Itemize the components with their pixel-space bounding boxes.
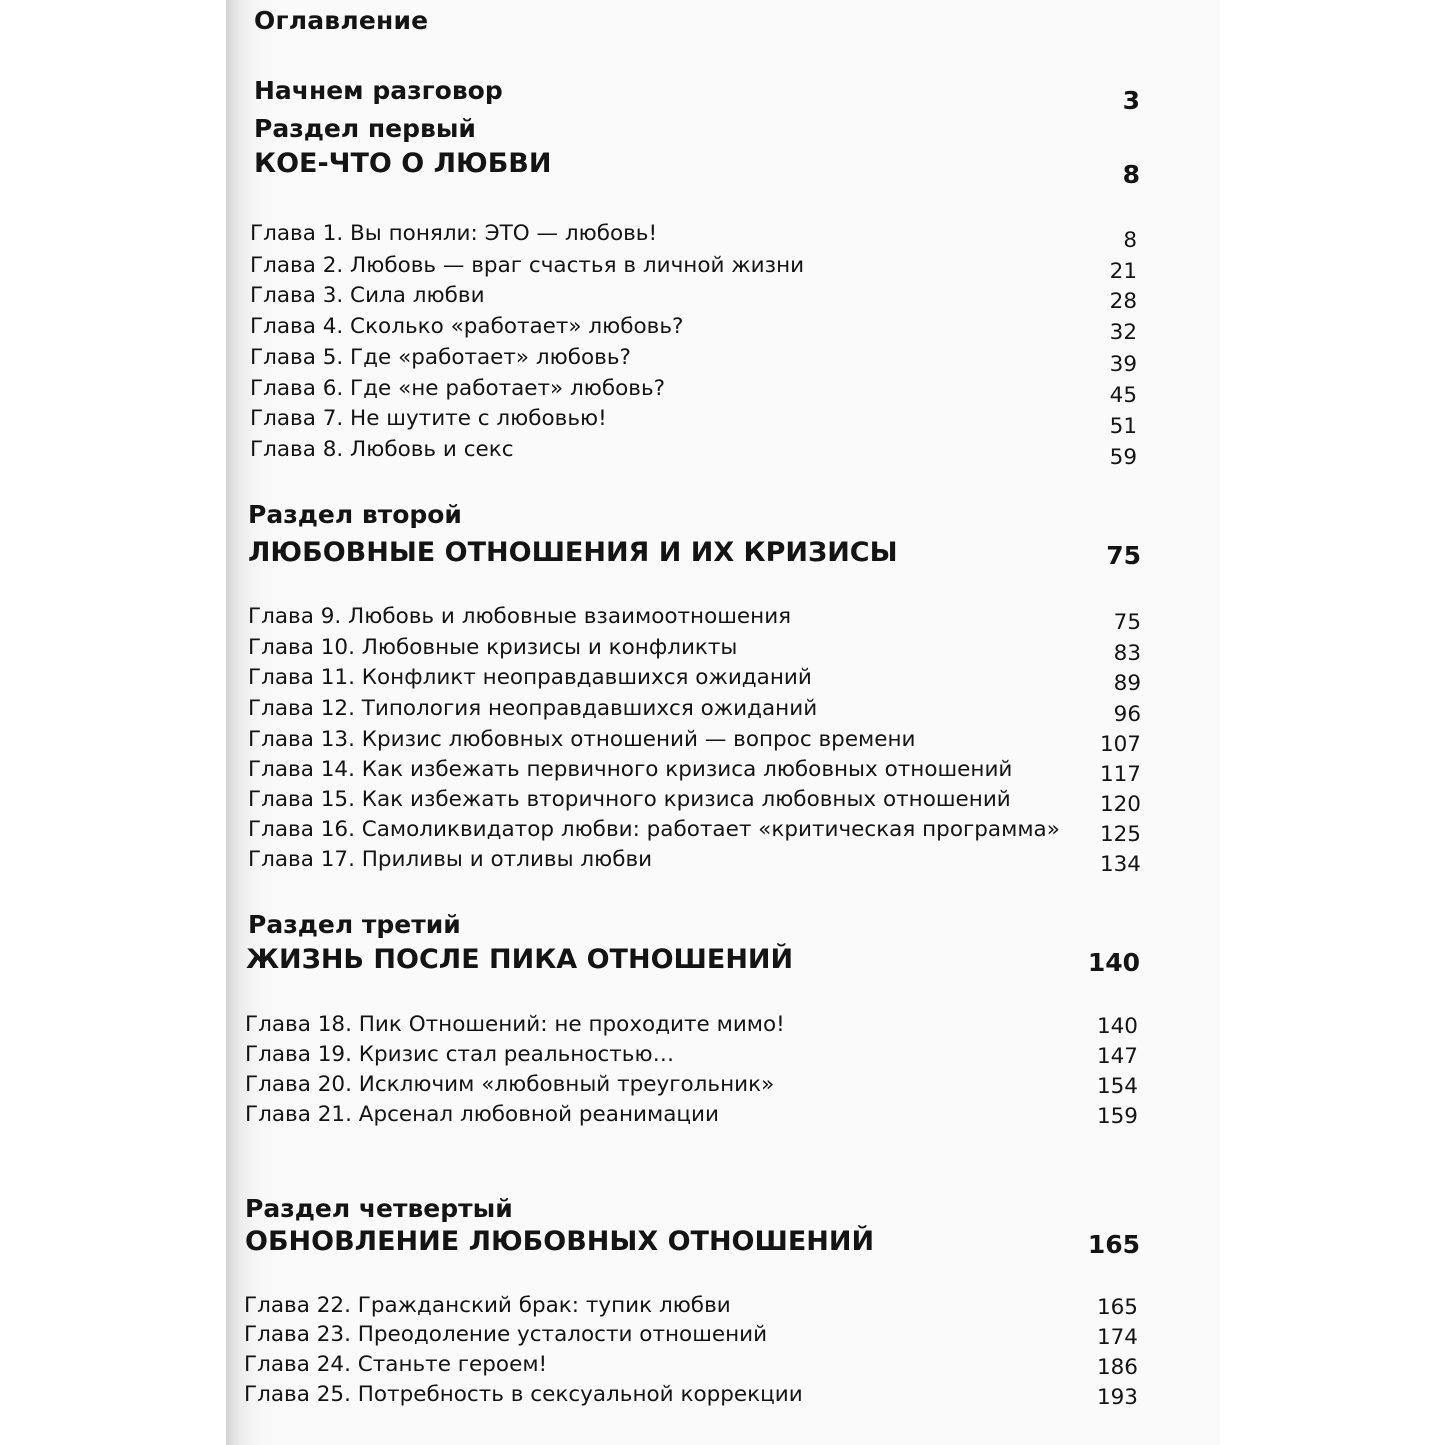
chapter-entry: [244, 1352, 1138, 1386]
chapter-title: Глава 15. Как избежать вторичного кризиса любовных отношений: [248, 787, 1011, 812]
chapter-entry: [250, 221, 1137, 255]
chapter-title: Глава 7. Не шутите с любовью!: [250, 406, 607, 431]
chapter-page-number: 159: [1096, 1104, 1138, 1129]
chapter-page-number: 39: [1109, 352, 1137, 377]
chapter-entry: [248, 604, 1141, 638]
chapter-page-number: 117: [1099, 762, 1141, 787]
chapter-entry: [250, 283, 1137, 317]
section-1-page-number: 8: [1122, 160, 1140, 189]
section-1-heading: [254, 148, 1140, 189]
chapter-page-number: 193: [1096, 1385, 1138, 1410]
chapter-title: Глава 1. Вы поняли: ЭТО — любовь!: [250, 221, 658, 246]
intro-title: Начнем разговор: [254, 76, 503, 105]
section-3-page-number: 140: [1087, 948, 1140, 977]
section-2-page-number: 75: [1106, 541, 1141, 570]
chapter-title: Глава 20. Исключим «любовный треугольник»: [245, 1072, 775, 1097]
section-1-title: КОЕ-ЧТО О ЛЮБВИ: [254, 148, 552, 179]
chapter-page-number: 21: [1109, 259, 1137, 284]
section-2-label: Раздел второй: [248, 500, 462, 529]
chapter-page-number: 165: [1096, 1295, 1138, 1320]
chapter-page-number: 59: [1109, 445, 1137, 470]
chapter-page-number: 51: [1109, 414, 1137, 439]
section-4-title: ОБНОВЛЕНИЕ ЛЮБОВНЫХ ОТНОШЕНИЙ: [245, 1226, 875, 1257]
chapter-title: Глава 17. Приливы и отливы любви: [248, 847, 653, 872]
toc-title: Оглавление: [254, 6, 429, 35]
section-1-label: Раздел первый: [254, 114, 476, 143]
chapter-entry: [250, 376, 1137, 410]
chapter-title: Глава 19. Кризис стал реальностью…: [245, 1042, 675, 1067]
section-4-page-number: 165: [1087, 1230, 1140, 1259]
chapter-entry: [245, 1102, 1138, 1136]
chapter-title: Глава 14. Как избежать первичного кризиса любовных отношений: [248, 757, 1013, 782]
chapter-page-number: 28: [1109, 289, 1137, 314]
chapter-title: Глава 22. Гражданский брак: тупик любви: [244, 1293, 731, 1318]
chapter-entry: [248, 635, 1141, 669]
chapter-entry: [250, 345, 1137, 379]
book-page: [226, 0, 1220, 1445]
chapter-page-number: 147: [1096, 1044, 1138, 1069]
chapter-title: Глава 5. Где «работает» любовь?: [250, 345, 631, 370]
chapter-entry: [250, 406, 1137, 440]
chapter-entry: [248, 727, 1141, 761]
chapter-page-number: 120: [1099, 792, 1141, 817]
chapter-entry: [248, 787, 1141, 821]
chapter-title: Глава 13. Кризис любовных отношений — вопрос времени: [248, 727, 916, 752]
chapter-entry: [245, 1042, 1138, 1076]
chapter-page-number: 75: [1113, 610, 1141, 635]
chapter-title: Глава 8. Любовь и секс: [250, 437, 514, 462]
chapter-entry: [248, 696, 1141, 730]
chapter-page-number: 174: [1096, 1325, 1138, 1350]
chapter-entry: [248, 757, 1141, 791]
chapter-entry: [250, 437, 1137, 471]
chapter-title: Глава 3. Сила любви: [250, 283, 485, 308]
chapter-title: Глава 25. Потребность в сексуальной коррекции: [244, 1382, 803, 1407]
section-2-title: ЛЮБОВНЫЕ ОТНОШЕНИЯ И ИХ КРИЗИСЫ: [248, 537, 898, 568]
chapter-entry: [248, 665, 1141, 699]
section-3-heading: [246, 944, 1140, 978]
chapter-entry: [244, 1382, 1138, 1416]
chapter-entry: [250, 253, 1137, 287]
section-2-heading: [248, 537, 1141, 571]
chapter-page-number: 154: [1096, 1074, 1138, 1099]
section-3-label: Раздел третий: [248, 910, 461, 939]
chapter-page-number: 32: [1109, 320, 1137, 345]
chapter-page-number: 96: [1113, 702, 1141, 727]
section-4-label: Раздел четвертый: [245, 1194, 513, 1223]
chapter-title: Глава 16. Самоликвидатор любви: работает «критическая программа»: [248, 817, 1060, 842]
chapter-title: Глава 6. Где «не работает» любовь?: [250, 376, 666, 401]
chapter-page-number: 186: [1096, 1355, 1138, 1380]
chapter-title: Глава 23. Преодоление усталости отношений: [244, 1322, 768, 1347]
chapter-page-number: 89: [1113, 671, 1141, 696]
chapter-page-number: 134: [1099, 852, 1141, 877]
section-4-heading: [245, 1226, 1140, 1260]
chapter-title: Глава 9. Любовь и любовные взаимоотношения: [248, 604, 792, 629]
chapter-page-number: 140: [1096, 1014, 1138, 1039]
chapter-page-number: 83: [1113, 641, 1141, 666]
chapter-page-number: 45: [1109, 383, 1137, 408]
chapter-entry: [248, 817, 1141, 851]
section-3-title: ЖИЗНЬ ПОСЛЕ ПИКА ОТНОШЕНИЙ: [246, 944, 794, 975]
chapter-page-number: 107: [1099, 732, 1141, 757]
chapter-title: Глава 12. Типология неоправдавшихся ожиданий: [248, 696, 818, 721]
chapter-title: Глава 4. Сколько «работает» любовь?: [250, 314, 684, 339]
intro-page-number: 3: [1122, 86, 1140, 115]
chapter-title: Глава 21. Арсенал любовной реанимации: [245, 1102, 719, 1127]
chapter-entry: [244, 1322, 1138, 1356]
chapter-entry: [245, 1072, 1138, 1106]
chapter-entry: [250, 314, 1137, 348]
chapter-title: Глава 24. Станьте героем!: [244, 1352, 548, 1377]
chapter-title: Глава 10. Любовные кризисы и конфликты: [248, 635, 738, 660]
chapter-entry: [245, 1012, 1138, 1046]
chapter-title: Глава 11. Конфликт неоправдавшихся ожиданий: [248, 665, 812, 690]
chapter-page-number: 8: [1123, 228, 1137, 253]
chapter-title: Глава 2. Любовь — враг счастья в личной жизни: [250, 253, 805, 278]
chapter-entry: [248, 847, 1141, 881]
toc-intro-entry: [254, 76, 1140, 115]
chapter-page-number: 125: [1099, 822, 1141, 847]
chapter-title: Глава 18. Пик Отношений: не проходите мимо!: [245, 1012, 785, 1037]
